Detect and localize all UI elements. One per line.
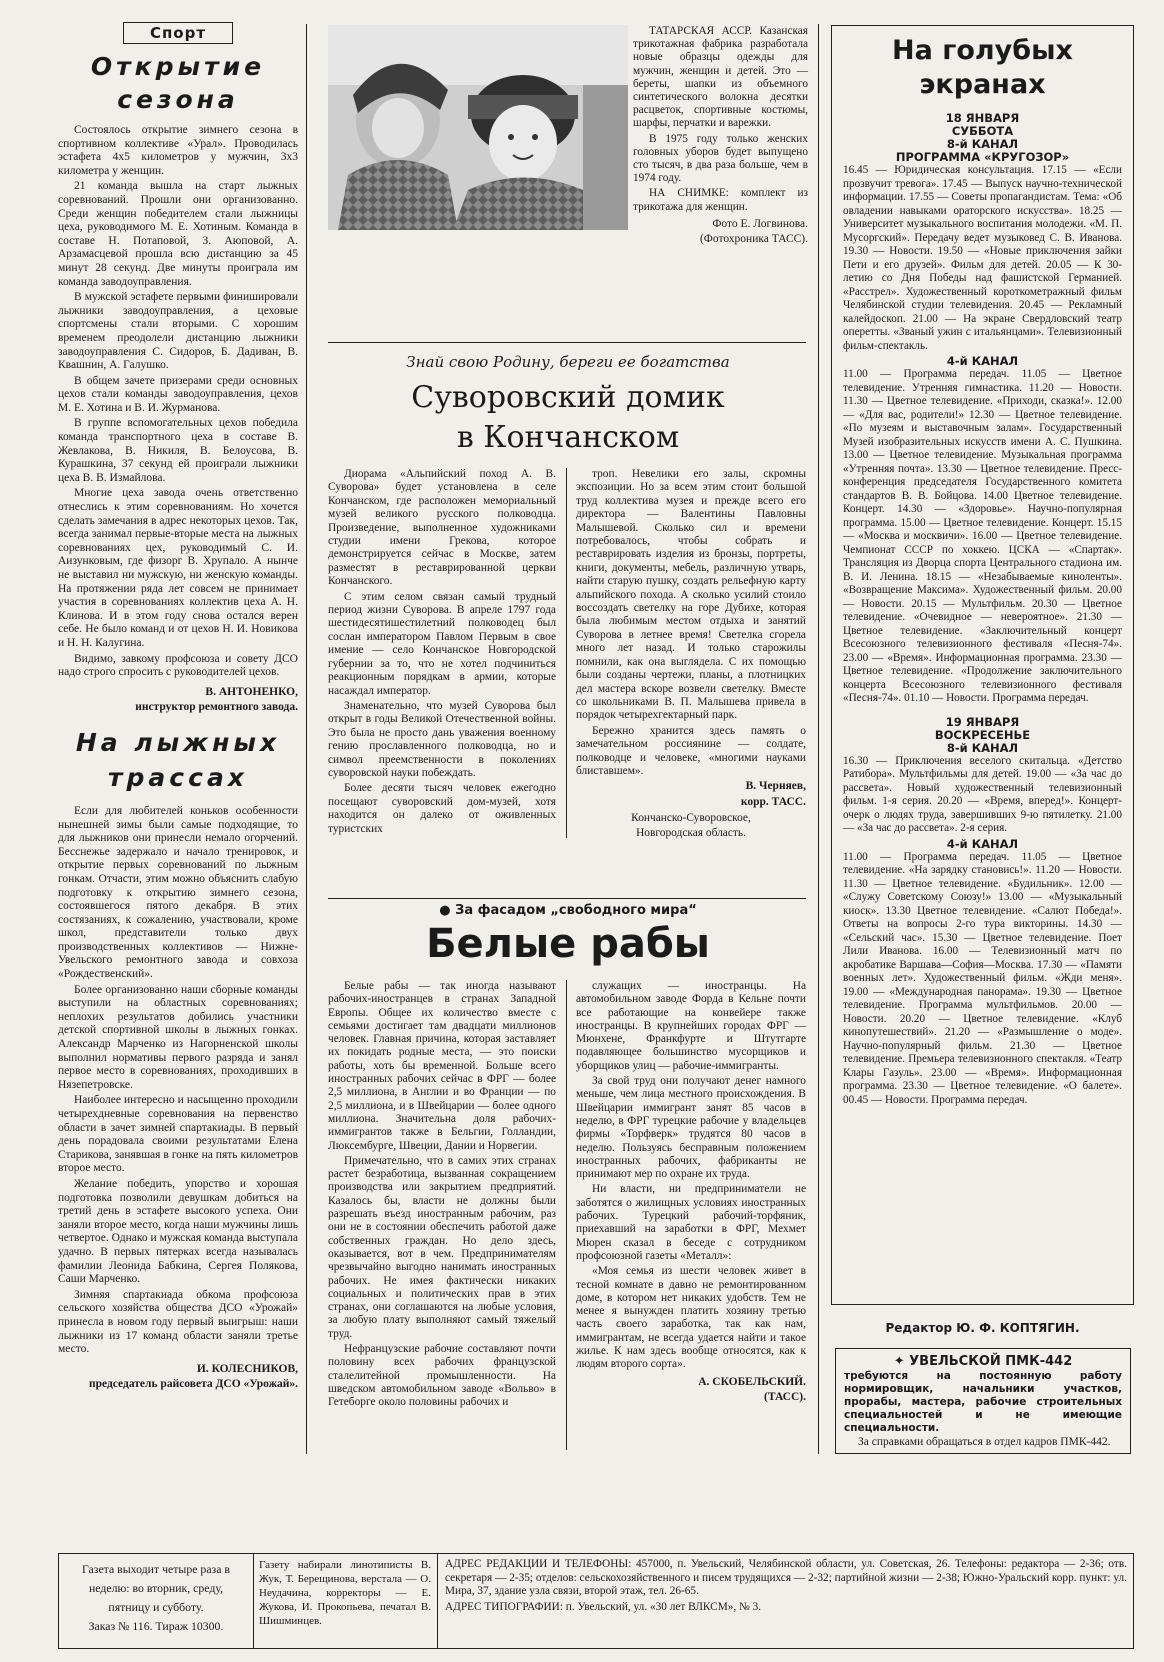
paragraph: В мужской эстафете первыми финишировали лыжники заводоуправления, а цеховые спортсмены стали вторыми. С хорошим временем преодолели дистанцию лыжники заводоуправления С. Сидоров, Б. Дадиван, В. Квашнин, А. Галушко. [58,291,298,372]
paragraph: «Моя семья из шести человек живет в тесной комнате в давно не ремонтированном доме, в котором нет никаких удобств. Тем не менее я вынужден платить хозяину третью часть своего заработка, так как нам, иммигрантам, не всегда удается найти и такое жилье. К нам здесь вообще относятся, как к людям второго сорта». [576,1265,806,1371]
signature-name: И. КОЛЕСНИКОВ, [196,1362,298,1375]
column-rule [306,24,307,1454]
suvorov-column-1 [328,468,556,838]
column-rule [566,980,567,1450]
order-number: Заказ № 116. Тираж 10300. [88,1619,224,1633]
dateline-region: Новгородская область. [636,826,746,839]
tv-program-box [831,25,1134,1305]
tv-program-title: На голубых экранах [892,35,1073,100]
footer-box [58,1553,1134,1649]
paragraph: В группе вспомогательных цехов победила команда транспортного цеха в составе В. Жевлакова, В. Никиля, В. Белоусова, В. Курашкина, 37 секунд ей проиграли лыжники цеха В. В. Измайлова. [58,417,298,484]
paragraph: Ни власти, ни предприниматели не заботятся о жилищных условиях иностранных рабочих. Турецкий рабочий-торфяник, приехавший на заработки в ФРГ, Мехмет Мюрен сказал в беседе с сотрудником профсоюзной газеты «Металл»: [576,1183,806,1262]
day1-weekday: СУББОТА [951,124,1014,138]
day2-channel8: 8-й КАНАЛ [946,740,1019,755]
paragraph: Бережно хранится здесь память о замечательном россиянине — солдате, полководце и человеке, «многими науками блиставшем». [576,724,806,777]
ad-title-text: УВЕЛЬСКОЙ ПМК-442 [909,1354,1073,1369]
paragraph: Зимняя спартакиада обкома профсоюза сельского хозяйства общества ДСО «Урожай» принесла в новом году первый выигрыш: наши лыжники из 17 команд области заняли третье место. [58,1288,298,1356]
paragraph: В общем зачете призерами среди основных цехов стали команды заводоуправления, цехов М. Е. Хотина и В. И. Журманова. [58,374,298,414]
day2-date: 19 ЯНВАРЯ [945,714,1020,729]
paragraph: Состоялось открытие зимнего сезона в спортивном коллективе «Урал». Проводилась эстафета 4х5 километров у мужчин, 3х3 километра у женщин. [58,124,298,177]
slaves-column-1 [328,980,556,1412]
paragraph: Многие цеха завода очень ответственно отнеслись к этим соревнованиям. Но хочется сделать замечания в адрес некоторых цехов. Так, всегда занимал первые-вторые места на лыжных соревнованиях цех, руководимый С. И. Аизунковым, где физорг В. Хрупало. А нынче не выставил ни мужскую, ни женскую команды. На протяжении ряда лет совсем не принимает участия в соревнованиях коллектив цеха А. Н. Клинова. И в этом году снова остался верен себе. Не было команд и от цехов Н. И. Новикова и Н. Н. Калугина. [58,487,298,649]
day1-channel4: 4-й КАНАЛ [946,354,1019,368]
rubric-text: За фасадом „свободного мира“ [455,903,697,918]
photo-caption [633,25,808,249]
signature-name: А. СКОБЕЛЬСКИЙ. [698,1375,806,1388]
day1-date: 18 ЯНВАРЯ [945,111,1020,125]
suvorov-article [328,352,808,917]
day1-channel8: 8-й КАНАЛ [946,137,1019,151]
signature-role: (ТАСС). [764,1391,806,1404]
paragraph: Желание победить, упорство и хорошая подготовка позволили девушкам добиться на третий день в эстафете высокого успеха. Они заняли второе место, когда наши мужчины лишь четвертое. Однако и мужская команда выступала удачно. В первых пятерках всегда называлась фамилии Леонида Бабкина, Сергея Полякова, Саши Марченко. [58,1177,298,1286]
printer-address: АДРЕС ТИПОГРАФИИ: п. Увельский, ул. «30 лет ВЛКСМ», № 3. [445,1600,762,1613]
paragraph: 21 команда вышла на старт лыжных соревнований. Прошли они организованно. Среди женщин победителем стали лыжницы цеха, руководимого М. Е. Хотиным. Команда в составе Н. Потаповой, З. Аюповой, А. Арзамасцевой прошла всю дистанцию за 45 минут 28 секунд. Две минуты проиграла им команда заводоуправления. [58,180,298,288]
star-icon: ✦ [893,1354,910,1369]
paragraph: Знаменательно, что музей Суворова был открыт в годы Великой Отечественной войны. Это была не просто дань уважения военному гению прославленного полководца, но и символ преемственности в поколениях суворовской науки побеждать. [328,699,556,779]
column-rule [818,24,819,1454]
article-season-opening [58,124,298,715]
footer-address [445,1558,1127,1614]
signature-role: инструктор ремонтного завода. [135,701,298,714]
paragraph: Примечательно, что в самих этих странах растет безработица, вызванная сокращением производства или закрытием предприятий. Казалось бы, власти не должны были разрешать въезд иностранным рабочим, раз они не в состоянии обеспечить работой даже собственных граждан. Но дело здесь, оказывается, вот в чем. Предпринимателям чрезвычайно выгодно нанимать иностранных рабочих. Не имея фактически никаких социальных и политических прав в этих странах, они соглашаются на любые условия, за любую плату выполняют самый тяжелый труд. [328,1154,556,1340]
signature-name: В. Черняев, [745,780,806,793]
signature-role: председатель райсовета ДСО «Урожай». [89,1378,298,1391]
paragraph: троп. Невелики его залы, скромны экспозиции. Но за всем этим стоит большой труд коллектива музея и прежде всего его директора — Валентины Павловны Малышевой. Сколько сил и времени потребовалось, чтобы собрать и реставрировать изделия из бронзы, портреты, книги, документы, мебель, различную утварь, найти старую пушку, создать рельефную карту альпийского похода. А сколько усилий стоило воссоздать светелку на горе Дубихе, которая была любимым местом отдыха и занятий Суворова в летнее время! Светелка сгорела много лет назад. И только старожилы помнили, как она выглядела. С их помощью были созданы чертежи, планы, а плотницких дел мастера вскоре возвели светелку. Вместе со школьниками В. П. Малышева привела в порядок четырехгектарный парк. [576,468,806,722]
caption-paragraph: В 1975 году только женских головных уборов будет выпущено сто тысяч, в два раза больше, чем в 1974 году. [633,132,808,185]
suvorov-title-line1: Суворовский домик [411,380,725,415]
footer-schedule [67,1560,245,1636]
paragraph: Более десяти тысяч человек ежегодно посещают суворовский дом-музей, хотя находится он далеко от оживленных туристских [328,782,556,835]
footer-rule [437,1554,438,1648]
paragraph: За свой труд они получают денег намного меньше, чем лица местного происхождения. В Швейцарии иммигрант занят 85 часов в неделю, в ФРГ турецкие рабочие у владельцев фирмы «Торфверк» трудятся 80 часов в неделю. Пользуясь бесправным положением иностранных рабочих, фабриканты не принимают мер по охране их труда. [576,1075,806,1181]
footer-rule [253,1554,254,1648]
sport-section-label: Спорт [123,22,233,44]
signature-role: корр. ТАСС. [740,795,806,808]
headline-ski-tracks-line2: трассах [108,762,248,792]
suvorov-column-2 [576,468,806,842]
section-rule [328,898,806,899]
paragraph: Более организованно наши сборные команды выступили на областных соревнованиях; неплохих результатов добились участники детской спортивной школы в лыжных гонках. Александр Марченко из Нагорненской школы выполнил нормативы первого разряда и занял первое место в соревнованиях, проходивших в Нязепетровске. [58,983,298,1091]
section-rule [328,342,806,343]
schedule-text: Газета выходит четыре раза в неделю: во вторник, среду, пятницу и субботу. [82,1562,230,1614]
editor-line: Редактор Ю. Ф. КОПТЯГИН. [885,1321,1080,1335]
paragraph: Диорама «Альпийский поход А. В. Суворова» будет установлена в селе Кончанском, где расположен мемориальный музей великого русского полководца. Произведение, выполненное художниками студии имени Грекова, которое демонстрируется сейчас в Москве, затем разместят в реставрированной церкви Кончанского. [328,468,556,588]
paragraph: Видимо, завкому профсоюза и совету ДСО надо строго спросить с руководителей цехов. [58,652,298,679]
ad-title [844,1353,1122,1370]
white-slaves-title: Белые рабы [426,921,710,967]
sport-section [58,22,298,1457]
day2-channel4-listing: 11.00 — Программа передач. 11.05 — Цветное телевидение. «На зарядку становись!». 11.20 — Новости. 11.30 — Цветное телевидение. «Будильник». 12.00 — «Служу Советскому Союзу!» 13.00 — «Музыкальный киоск». 13.30 Цветное телевидение. «Салют Победа!». Ответы на вопросы 2-го тура викторины. 14.30 — «Сельский час». 15.30 — Цветное телевидение. Поет Лили Иванова. 16.00 — Телевизионный матч по акробатике Варшава—София—Москва. 17.30 — «Памяти военных лет». Художественный фильм. «Жди меня». 19.00 — «Международная панорама». 19.30 — Цветное телевидение. Программа мультфильмов. 20.00 — Новости. 20.20 — Цветное телевидение. «Клуб кинопутешествий». 21.20 — «Размышление о моде». Научно-популярный фильм. 21.30 — Цветное телевидение. Премьера телевизионного спектакля. «Театр Клары Газуль». 23.00 — «Время». Информационная программа. 23.30 — Цветное телевидение. «О балете». 00.45 — Новости. Программа передач. [843,850,1122,1106]
day2-channel8-listing: 16.30 — Приключения веселого скитальца. «Детство Ратибора». Мультфильмы для детей. 19.00 — «За час до рассвета». Новый художественный телевизионный фильм. 1-я серия. 20.20 — «Время, вперед!». Концерт-очерк о людях труда, завершивших 9-ю пятилетку. 21.00 — «За час до рассвета». 2-я серия. [843,754,1122,834]
headline-season-opening-line2: сезона [117,85,239,114]
headline-season-opening-line1: Открытие [90,52,266,81]
paragraph: Белые рабы — так иногда называют рабочих-иностранцев в странах Западной Европы. Общее их количество вместе с семьями достигает там двадцати миллионов человек. Главная причина, которая заставляет их покидать родные места, — это поиски работы, хоть бы временной. Больше всего иностранных рабочих сейчас в ФРГ — более 2,5 миллиона, в Англии и во Франции — по 2,5 миллиона, и в Швейцарии — более одного миллиона. Значительна доля рабочих-иммигрантов также в Бельгии, Голландии, Люксембурге, Швеции, Дании и Норвегии. [328,980,556,1152]
rubric-free-world [328,902,808,920]
editorial-address: АДРЕС РЕДАКЦИИ И ТЕЛЕФОНЫ: 457000, п. Увельский, Челябинской области, ул. Советская, 26. Телефоны: редактора — 2-36; отв. секретаря — 2-35; отделов: сельскохозяйственного и писем трудящихся — 2-32; партийной жизни — 2-38; Южно-Уральский корр. пункт: ул. Мира, 37, здание узла связи, второй этаж, тел. 26-65. [445,1558,1127,1598]
slaves-column-2 [576,980,806,1407]
day1-program-name: ПРОГРАММА «КРУГОЗОР» [895,150,1070,164]
article-ski-tracks [58,805,298,1392]
job-ad-box [835,1348,1131,1454]
day2-weekday: ВОСКРЕСЕНЬЕ [934,727,1031,742]
photo-credit: Фото Е. Логвинова. [712,217,808,230]
paragraph: Наиболее интересно и насыщенно проходили четырехдневные соревнования на первенство области в зачет зимней спартакиады. В первый день порадовала своими результатами Елена Старикова, занявшая в гонке на пять километров второе место. [58,1094,298,1175]
day1-channel8-listing: 16.45 — Юридическая консультация. 17.15 — «Если прозвучит тревога». 17.45 — Выпуск научно-технической информации. 17.55 — Советы пропагандистам. Тема: «Об овладении навыками ораторского искусства». 18.25 — Университет музыкального воспитания молодежи. «М. П. Мусоргский». Передачу ведет музыковед С. В. Иванова. 19.30 — Новости. 19.50 — «Новые приключения зайки Пети и его друзей». Фильм для детей. 20.05 — К 30-летию со Дня Победы над фашистской Германией. «Расстрел». Художественный короткометражный фильм Челябинской студии телевидения. 20.45 — Рекламный калейдоскоп. 21.00 — На экране Свердловский театр оперетты. «Званый ужин с итальянцами». Телевизионный фильм-спектакль. [843,164,1122,352]
paragraph: С этим селом связан самый трудный период жизни Суворова. В апреле 1797 года шестидесятишестилетний полководец был сослан императором Павлом Первым в свое имение — село Кончанское Новгородской губернии за то, что не хотел подчиниться реакционным порядкам в армии, которые насаждал император. [328,590,556,697]
paragraph: Если для любителей коньков особенности нынешней зимы были самые подходящие, то для лыжников они принесли немало огорчений. Бесснежье задержало и начало тренировок, и открытие первых соревнований по лыжным гонкам. Отчасти, этим можно объяснить слабую подготовку к открытию зимнего сезона, состоявшегося пятого декабря. В этих состязаниях, к сожалению, участвовали, кроме школ, представители только двух производственных коллективов — Нижне-Увельского ремонтного завода и совхоза «Рождественский». [58,804,298,981]
ad-body: требуются на постоянную работу нормировщик, начальники участков, прорабы, мастера, рабочие строительных специальностей и не имеющие специальности. [844,1370,1122,1434]
photo-agency: (Фотохроника ТАСС). [699,233,808,246]
paragraph: служащих — иностранцы. На автомобильном заводе Форда в Кельне почти все работающие на конвейере также иностранцы. В крупнейших городах ФРГ — Мюнхене, Франкфурте и Штутгарте подавляющее большинство мусорщиков и уборщиков улиц — рабочие-иммигранты. [576,980,806,1072]
rubric-know-homeland: Знай свою Родину, береги ее богатства [406,353,730,371]
headline-ski-tracks-line1: На лыжных [75,727,281,757]
ad-contact: За справками обращаться в отдел кадров ПМК-442. [858,1436,1111,1448]
day2-channel4: 4-й КАНАЛ [946,836,1019,851]
footer-typesetters: Газету набирали линотиписты В. Жук, Т. Берещинова, верстала — О. Неудачина, корректоры — Е. Жукова, И. Прокопьева, печатал В. Шишминцев. [259,1559,431,1627]
white-slaves-article [328,902,808,1457]
paragraph: Нефранцузские рабочие составляют почти половину всех рабочих французской сталелитейной промышленности. На шведском автомобильном заводе «Вольво» в Гетеборге около половины рабочих и [328,1343,556,1409]
column-rule [566,468,567,838]
caption-paragraph: ТАТАРСКАЯ АССР. Казанская трикотажная фабрика разработала новые образцы одежды для мужчин, женщин и детей. Это — береты, шапки из объемного синтетического волокна десятки расцветок, спортивные костюмы, шарфы, перчатки и варежки. [633,25,808,130]
bullet-icon: ● [439,903,456,918]
signature-name: В. АНТОНЕНКО, [205,685,298,698]
dateline-place: Кончанско-Суворовское, [631,811,751,824]
knitwear-photo [328,25,628,230]
suvorov-title-line2: в Кончанском [456,420,680,455]
caption-paragraph: НА СНИМКЕ: комплект из трикотажа для женщин. [633,187,808,213]
photo-block [328,25,808,246]
day1-channel4-listing: 11.00 — Программа передач. 11.05 — Цветное телевидение. Утренняя гимнастика. 11.20 — Новости. 11.30 — Цветное телевидение. «Приходи, сказка!». 12.00 — «Для вас, родители!» 12.30 — Цветное телевидение. «По музеям и выставочным залам». Государственный Музей изобразительных искусств имени А. С. Пушкина. 13.00 — Цветное телевидение. Музыкальная программа «Утренняя почта». 13.30 — Цветное телевидение. Пресс-конференция председателя Государственного комитета стандартов В. В. Бойцова. 14.00 Цветное телевидение. Концерт. 14.30 — «Здоровье». Научно-популярная программа. 15.00 — Цветное телевидение. Концерт. 15.15 — «Москва и москвичи». 16.00 — Цветное телевидение. Чемпионат СССР по хоккею. ЦСКА — «Спартак». Трансляция из Дворца спорта Центрального стадиона им. В. И. Ленина. 18.15 — «Незабываемые киноленты». «Возвращение Максима». Художественный фильм. 20.00 — Новости. 20.15 — Мультфильм. 20.30 — Цветное телевидение. «Очевидное — невероятное». 21.30 — Цветное телевидение. «Заключительный концерт Всесоюзного телевизионного фестиваля «Песня-74». 23.00 — «Время». Информационная программа. 23.30 — Цветное телевидение. «Продолжение заключительного концерта Всесоюзного телевизионного фестиваля «Песня-74». 01.10 — Новости. Программа передач. [843,368,1122,704]
